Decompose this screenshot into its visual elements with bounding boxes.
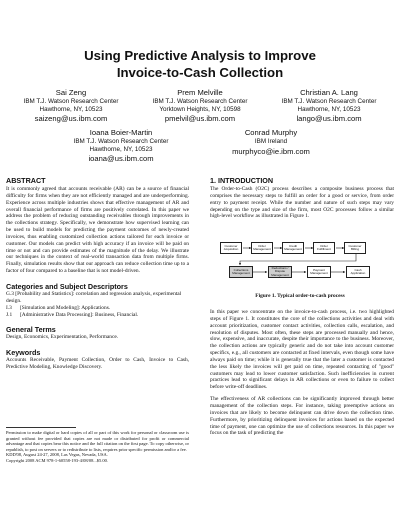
category-text: [Simulation and Modeling]: Applications. bbox=[20, 304, 111, 311]
categories-heading: Categories and Subject Descriptors bbox=[6, 281, 128, 291]
permission-text: Permission to make digital or hard copies of all or part of this work for personal or classroom use is granted without fee provided that copies are not made or distributed for profit or commercial advantage and that copies bear this notice and the full citation on the first page. To copy otherwise, or republish, to post on servers or to redistribute to lists, requires prior specific permission and/or a fee. bbox=[6, 430, 189, 452]
author-location: Hawthorne, NY, 10523 bbox=[89, 145, 153, 153]
category-code: I.3 bbox=[6, 304, 12, 311]
conference-venue: KDD'08, August 24-27, 2008, Las Vegas, Nevada, USA. bbox=[6, 452, 108, 457]
author-location: Hawthorne, NY, 10523 bbox=[39, 105, 103, 113]
author-block-2 bbox=[137, 88, 263, 124]
introduction-heading: 1. INTRODUCTION bbox=[210, 176, 274, 185]
author-org: IBM Ireland bbox=[254, 138, 288, 145]
categories-line-1: G.3 [Probability and Statistics]: correlation and regression analysis, experimental design. bbox=[6, 290, 182, 304]
author-email: murphyco@ie.ibm.com bbox=[232, 146, 310, 156]
title-line-2: Invoice-to-Cash Collection bbox=[116, 65, 284, 80]
author-location: Yorktown Heights, NY, 10598 bbox=[159, 105, 241, 113]
permission-block bbox=[6, 430, 189, 463]
process-step: Order Fulfillment bbox=[313, 242, 335, 254]
introduction-paragraph-2: In this paper we concentrate on the invoice-to-cash process, i.e. two highlighted steps of Figure 1. It constitutes the core of the collections activities and deal with account prioritization, customer contact activities, collection calls, escalation, and resolution of disputes. Most often, these steps are processed manually and hence, slow, expensive, and inaccurate, despite their importance to the business. Moreover, the collection actions are typically generic and do not take into account customer specifics, e.g., all customers are contacted at fixed intervals, even though some have always paid on time; while it is generally true that the later a customer is contacted the less likely the invoices will get paid on time, repeated contacting of "good" customers may lead to lower customer satisfaction. Such inefficiencies in current practices lead to significant delays in AR collections or even to failure to collect before write-off deadlines. bbox=[210, 309, 394, 391]
abstract-text: It is commonly agreed that accounts receivable (AR) can be a source of financial difficulty for firms when they are not efficiently managed and are underperforming. Experience across multiple industries shows that effective management of AR and overall financial performance of firms are positively correlated. In this paper we address the problem of reducing outstanding receivables through improvements in the collections strategy. Specifically, we demonstrate how supervised learning can be used to build models for predicting the payment outcomes of newly-created invoices, thus enabling customized collection actions tailored for each invoice or customer. Our models can predict with high accuracy if an invoice will be paid on time or not and can provide estimates of the magnitude of the delay. We illustrate our techniques in the context of real-world transaction data from multiple firms. Finally, simulation results show that our approach can reduce collection time up to a factor of four compared to a baseline that is not model-driven. bbox=[6, 186, 189, 275]
right-column-top bbox=[210, 176, 394, 220]
author-block-4 bbox=[56, 128, 186, 164]
process-step: Customer Acquisition bbox=[220, 242, 242, 254]
footnote-rule bbox=[6, 427, 76, 428]
author-email: ioana@us.ibm.com bbox=[88, 154, 154, 164]
author-org: IBM T.J. Watson Research Center bbox=[281, 98, 377, 105]
category-text: [Administrative Data Processing]: Business, Financial. bbox=[20, 311, 139, 318]
introduction-paragraph-1: The Order-to-Cash (O2C) process describes a composite business process that comprises the necessary steps to fulfill an order for a good or service, from order entry to payment receipt. While the number and nature of such steps may vary depending on the type and size of the firm, most O2C processes follow a similar high-level workflow as illustrated in Figure 1. bbox=[210, 186, 394, 220]
author-block-1 bbox=[8, 88, 134, 124]
process-step-highlighted: Collections Management bbox=[229, 266, 253, 278]
keywords-heading: Keywords bbox=[6, 348, 41, 358]
paper-title bbox=[40, 47, 360, 81]
categories-line-2 bbox=[6, 305, 189, 312]
author-name: Prem Melville bbox=[177, 88, 223, 97]
right-column-bottom bbox=[210, 309, 394, 437]
author-org: IBM T.J. Watson Research Center bbox=[73, 138, 169, 145]
process-step-highlighted: Deductions / Dispute Management bbox=[268, 266, 292, 278]
author-org: IBM T.J. Watson Research Center bbox=[152, 98, 248, 105]
author-block-5 bbox=[206, 128, 336, 157]
category-code: J.1 bbox=[6, 311, 13, 318]
process-step: Cash Application bbox=[346, 266, 370, 278]
author-email: pmelvil@us.ibm.com bbox=[164, 114, 236, 124]
process-step: Payment Management bbox=[307, 266, 331, 278]
figure-caption: Figure 1. Typical order-to-cash process bbox=[255, 293, 345, 299]
keywords-text: Accounts Receivable, Payment Collection, Order to Cash, Invoice to Cash, Predictive Modeling, Knowledge Discovery. bbox=[6, 357, 189, 371]
author-email: saizeng@us.ibm.com bbox=[34, 114, 108, 124]
categories-line-3 bbox=[6, 312, 189, 319]
author-name: Conrad Murphy bbox=[244, 128, 298, 137]
author-name: Christian A. Lang bbox=[300, 88, 358, 97]
author-org: IBM T.J. Watson Research Center bbox=[23, 98, 119, 105]
general-terms-text: Design, Economics, Experimentation, Performance. bbox=[6, 334, 119, 341]
general-terms-heading: General Terms bbox=[6, 325, 56, 335]
process-step: Customer Billing bbox=[344, 242, 366, 254]
left-column bbox=[6, 176, 189, 371]
introduction-paragraph-3: The effectiveness of AR collections can be significantly improved through better management of the collection steps. For instance, taking preemptive actions on invoices that are likely to become delinquent can drive down the collection time. Furthermore, by prioritizing delinquent invoices for actions based on the expected time of payment, one can optimize the use of collections resources. In this paper we focus on the task of predicting the bbox=[210, 396, 394, 437]
copyright-notice: Copyright 2008 ACM 978-1-60558-193-4/08/08...$5.00. bbox=[6, 457, 108, 463]
author-block-3 bbox=[266, 88, 392, 124]
author-location: Hawthorne, NY, 10523 bbox=[297, 105, 361, 113]
order-to-cash-diagram bbox=[218, 234, 382, 292]
author-name: Sai Zeng bbox=[55, 88, 87, 97]
title-line-1: Using Predictive Analysis to Improve bbox=[84, 48, 316, 63]
author-name: Ioana Boier-Martin bbox=[89, 128, 153, 137]
abstract-heading: ABSTRACT bbox=[6, 176, 46, 185]
process-step: Order Management bbox=[251, 242, 273, 254]
author-email: lango@us.ibm.com bbox=[296, 114, 362, 124]
process-step: Credit Management bbox=[282, 242, 304, 254]
